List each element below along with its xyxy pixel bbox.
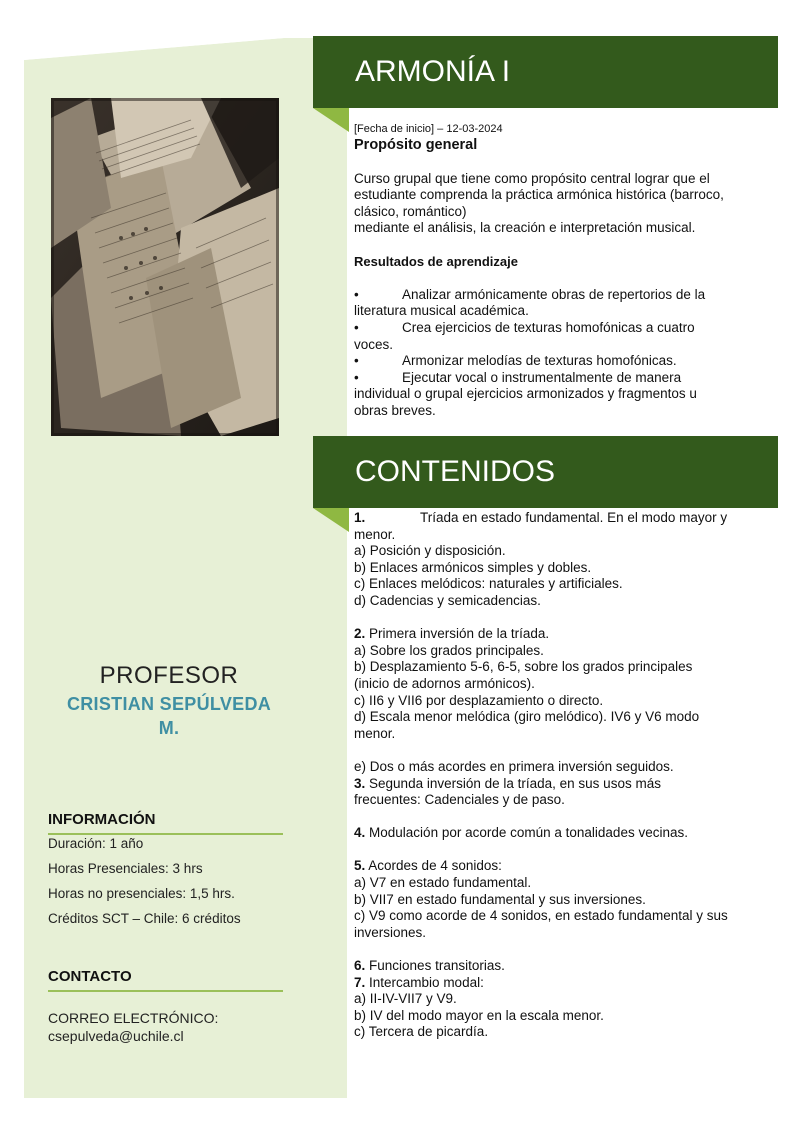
section-5-item: c) V9 como acorde de 4 sonidos, en estado fundamental y sus: [354, 908, 728, 924]
info-duration: Duración: 1 año: [48, 836, 144, 851]
outcome-item-cont: voces.: [354, 336, 394, 352]
section-7-item: a) II-IV-VII7 y V9.: [354, 991, 457, 1007]
professor-name: [54, 692, 284, 740]
outcomes-heading: Resultados de aprendizaje: [354, 253, 518, 269]
banner-fold-accent: [313, 508, 349, 532]
email-label: CORREO ELECTRÓNICO:: [48, 1010, 219, 1026]
outcome-item: • Analizar armónicamente obras de repertorios de la: [354, 286, 706, 302]
purpose-heading: Propósito general: [354, 137, 478, 153]
course-overview: [354, 122, 754, 420]
section-1-title: 1. Tríada en estado fundamental. En el modo mayor y: [354, 510, 728, 525]
section-3-title: 3. Segunda inversión de la tríada, en sus usos más: [354, 775, 661, 791]
outcome-item: • Crea ejercicios de texturas homofónicas a cuatro: [354, 319, 695, 335]
information-heading: INFORMACIÓN: [48, 811, 156, 828]
outcome-item: • Armonizar melodías de texturas homofónicas.: [354, 353, 677, 369]
sheet-music-photo: [51, 98, 279, 436]
bullet-icon: •: [354, 353, 359, 369]
purpose-line: Curso grupal que tiene como propósito central lograr que el: [354, 170, 710, 186]
purpose-line: clásico, romántico): [354, 203, 467, 219]
section-2-item: menor.: [354, 725, 396, 741]
section-1-item: a) Posición y disposición.: [354, 543, 506, 559]
professor-name-line1: CRISTIAN SEPÚLVEDA: [66, 694, 272, 714]
section-1-item: d) Cadencias y semicadencias.: [354, 592, 541, 608]
section-1-item: c) Enlaces melódicos: naturales y artificiales.: [354, 576, 623, 592]
section-2-title: 2. Primera inversión de la tríada.: [354, 626, 550, 642]
section-6-title: 6. Funciones transitorias.: [354, 958, 505, 974]
section-7-item: b) IV del modo mayor en la escala menor.: [354, 1007, 604, 1023]
outcome-item-cont: obras breves.: [354, 402, 436, 418]
outcome-item: • Ejecutar vocal o instrumentalmente de manera: [354, 369, 682, 385]
course-title: ARMONÍA I: [355, 55, 511, 88]
section-2-item: c) II6 y VII6 por desplazamiento o directo.: [354, 692, 604, 708]
section-5-item: b) VII7 en estado fundamental y sus inversiones.: [354, 891, 646, 907]
section-2-item: a) Sobre los grados principales.: [354, 642, 544, 658]
banner-fold-accent: [313, 108, 349, 132]
section-1-item: b) Enlaces armónicos simples y dobles.: [354, 559, 592, 575]
start-date: [Fecha de inicio] – 12-03-2024: [354, 123, 503, 135]
purpose-line: estudiante comprenda la práctica armónica histórica (barroco,: [354, 187, 724, 203]
contact-heading: CONTACTO: [48, 968, 132, 985]
outcome-item-cont: individual o grupal ejercicios armonizados y fragmentos u: [354, 386, 697, 402]
purpose-line: mediante el análisis, la creación e interpretación musical.: [354, 220, 696, 236]
section-7-title: 7. Intercambio modal:: [354, 974, 484, 990]
section-3-title-cont: frecuentes: Cadenciales y de paso.: [354, 792, 565, 808]
section-4-title: 4. Modulación por acorde común a tonalidades vecinas.: [354, 825, 688, 841]
contact-divider: [48, 990, 283, 992]
section-2-item: b) Desplazamiento 5-6, 6-5, sobre los grados principales: [354, 659, 693, 675]
info-credits: Créditos SCT – Chile: 6 créditos: [48, 911, 241, 926]
section-2-item: d) Escala menor melódica (giro melódico). IV6 y V6 modo: [354, 709, 700, 725]
contents-list: [354, 510, 754, 1041]
bullet-icon: •: [354, 319, 359, 335]
professor-label: PROFESOR: [99, 662, 239, 689]
section-1-title-cont: menor.: [354, 526, 396, 542]
email-address[interactable]: csepulveda@uchile.cl: [48, 1028, 184, 1044]
bullet-icon: •: [354, 286, 359, 302]
section-7-item: c) Tercera de picardía.: [354, 1024, 489, 1040]
section-5-item: inversiones.: [354, 924, 427, 940]
information-divider: [48, 833, 283, 835]
contents-title: CONTENIDOS: [355, 455, 556, 488]
section-2-extra: e) Dos o más acordes en primera inversión seguidos.: [354, 758, 674, 774]
section-5-item: a) V7 en estado fundamental.: [354, 875, 532, 891]
section-5-title: 5. Acordes de 4 sonidos:: [354, 858, 502, 874]
professor-name-line2: M.: [158, 718, 180, 738]
info-non-contact-hours: Horas no presenciales: 1,5 hrs.: [48, 886, 235, 901]
outcome-item-cont: literatura musical académica.: [354, 303, 529, 319]
info-contact-hours: Horas Presenciales: 3 hrs: [48, 861, 203, 876]
bullet-icon: •: [354, 369, 359, 385]
section-2-item: (inicio de adornos armónicos).: [354, 675, 535, 691]
